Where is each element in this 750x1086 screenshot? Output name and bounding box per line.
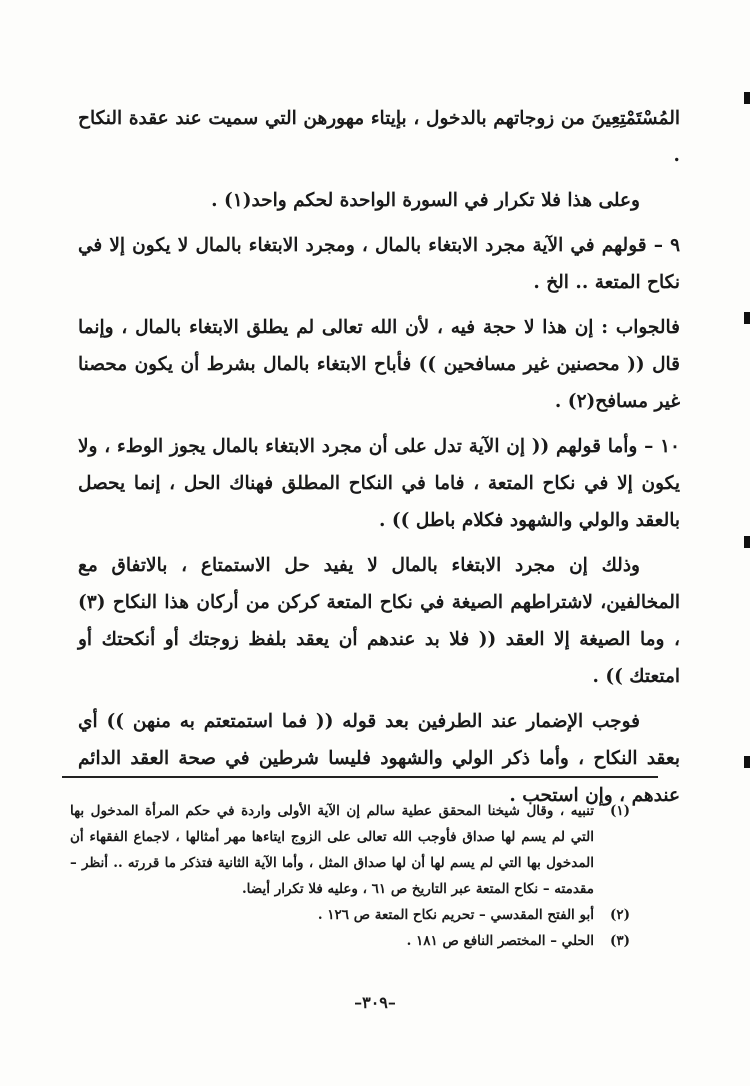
- footnote-number: (١): [609, 803, 630, 819]
- footnote-number: (٣): [609, 933, 630, 949]
- paragraph-4: فالجواب : إن هذا لا حجة فيه ، لأن الله تعالى لم يطلق الابتغاء بالمال ، وإنما قال (( محصنين غير مسافحين )) فأباح الابتغاء بالمال بشرط أن يكون محصنا غير مسافح(٢) .: [78, 317, 680, 412]
- footnotes: [70, 798, 630, 954]
- main-text: [78, 100, 680, 822]
- page-number: –٣٠٩–: [354, 993, 396, 1012]
- paragraph-7: فوجب الإضمار عند الطرفين بعد قوله (( فما استمتعتم به منهن )) أي بعقد النكاح ، وأما ذكر الولي والشهود فليسا شرطين في صحة العقد الدائم عندهم ، وإن استحب .: [78, 711, 680, 806]
- scan-edge-mark: [744, 312, 750, 324]
- paragraph-3: ٩ – قولهم في الآية مجرد الابتغاء بالمال ، ومجرد الابتغاء بالمال لا يكون إلا في نكاح المتعة .. الخ .: [78, 235, 680, 293]
- paragraph-5: ١٠ – وأما قولهم (( إن الآية تدل على أن مجرد الابتغاء بالمال يجوز الوطء ، ولا يكون إلا في نكاح المتعة ، فاما في النكاح المطلق فهناك الحل ، إنما يحصل بالعقد والولي والشهود فكلام باطل )) .: [78, 436, 680, 531]
- footnote-1: [70, 798, 630, 902]
- scan-edge-mark: [744, 92, 750, 104]
- footnote-text: الحلي – المختصر النافع ص ١٨١ .: [406, 933, 594, 949]
- paragraph-6: وذلك إن مجرد الابتغاء بالمال لا يفيد حل الاستمتاع ، بالاتفاق مع المخالفين، لاشتراطهم الصيغة في نكاح المتعة كركن من أركان هذا النكاح (٣) ، وما الصيغة إلا العقد (( فلا بد عندهم أن يعقد بلفظ زوجتك أو أنكحتك أو امتعتك )) .: [78, 555, 680, 687]
- footnote-text: أبو الفتح المقدسي – تحريم نكاح المتعة ص ١٢٦ .: [317, 907, 594, 923]
- scan-edge-mark: [744, 536, 750, 548]
- paragraph-1: المُسْتَمْتِعِينَ من زوجاتهم بالدخول ، بإيتاء مهورهن التي سميت عند عقدة النكاح .: [78, 108, 680, 166]
- footnote-2: [70, 902, 630, 928]
- footnote-divider: [62, 776, 658, 778]
- footnote-number: (٢): [609, 907, 630, 923]
- scan-edge-mark: [744, 756, 750, 768]
- paragraph-2: وعلى هذا فلا تكرار في السورة الواحدة لحكم واحد(١) .: [211, 190, 640, 211]
- footnote-text: تنبيه ، وقال شيخنا المحقق عطية سالم إن الآية الأولى واردة في حكم المرأة المدخول بها التي لم يسم لها صداق فأوجب الله تعالى على الزوج ايتاءها مهر أمثالها ، لاجماع الفقهاء أن المدخول بها التي لم يسم لها أن لها صداق المثل ، وأما الآية الثانية فتذكر ما قررته .. أنظر – مقدمته – نكاح المتعة عبر التاريخ ص ٦١ ، وعليه فلا تكرار أيضا.: [70, 803, 594, 897]
- footnote-3: [70, 928, 630, 954]
